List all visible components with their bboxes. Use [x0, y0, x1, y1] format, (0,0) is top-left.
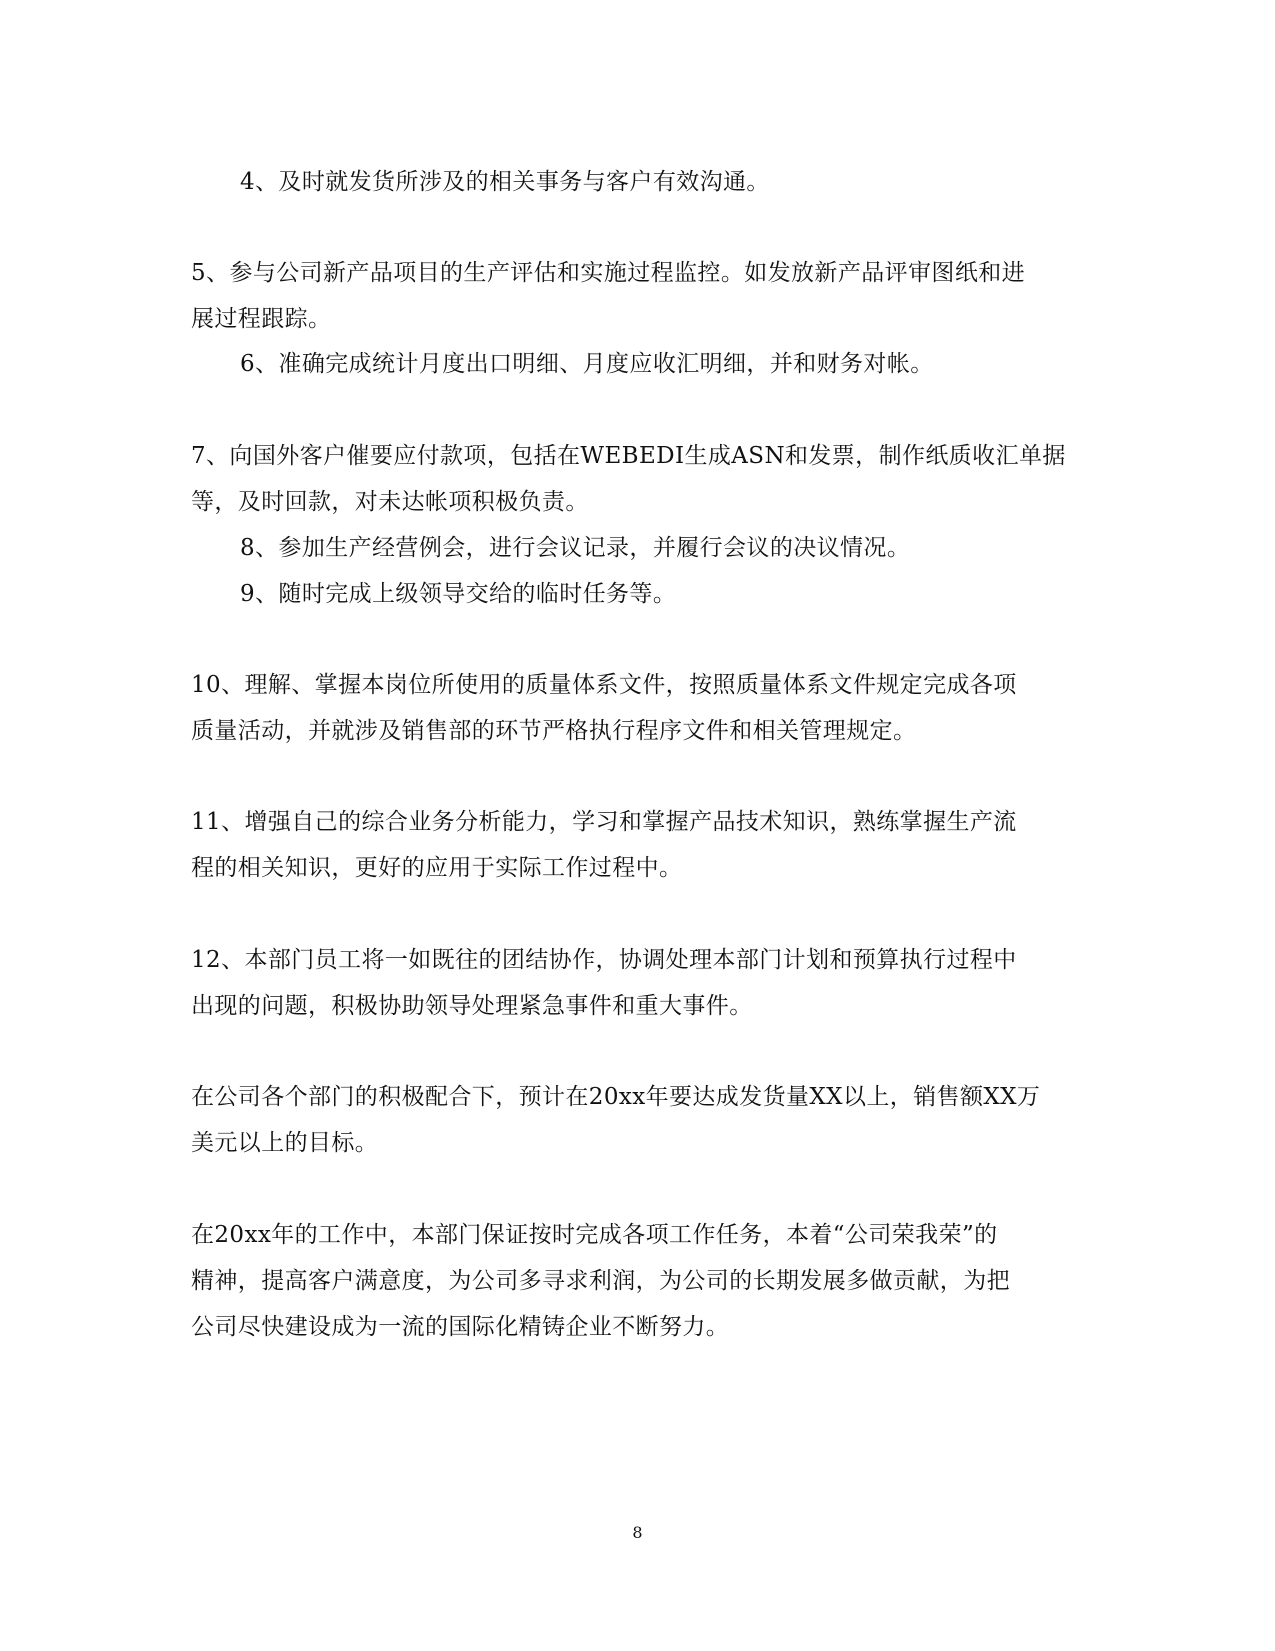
closing-paragraph-line-3: 公司尽快建设成为一流的国际化精铸企业不断努力。: [191, 1314, 730, 1340]
item-7-line-2: 等，及时回款，对未达帐项积极负责。: [191, 489, 589, 515]
item-12-line-2: 出现的问题，积极协助领导处理紧急事件和重大事件。: [191, 993, 753, 1019]
page-number: 8: [632, 1523, 643, 1542]
item-10-line-1: 10、理解、掌握本岗位所使用的质量体系文件，按照质量体系文件规定完成各项: [191, 672, 1017, 698]
item-6-line-1: 6、准确完成统计月度出口明细、月度应收汇明细，并和财务对帐。: [240, 351, 934, 377]
item-5-line-2: 展过程跟踪。: [191, 306, 332, 332]
target-paragraph-line-1: 在公司各个部门的积极配合下，预计在20xx年要达成发货量XX以上，销售额XX万: [191, 1084, 1041, 1110]
item-11-line-2: 程的相关知识，更好的应用于实际工作过程中。: [191, 855, 683, 881]
item-7-line-1: 7、向国外客户催要应付款项，包括在WEBEDI生成ASN和发票，制作纸质收汇单据: [191, 443, 1066, 469]
closing-paragraph-line-2: 精神，提高客户满意度，为公司多寻求利润，为公司的长期发展多做贡献，为把: [191, 1268, 1010, 1294]
item-12-line-1: 12、本部门员工将一如既往的团结协作，协调处理本部门计划和预算执行过程中: [191, 947, 1017, 973]
item-11-line-1: 11、增强自己的综合业务分析能力，学习和掌握产品技术知识，熟练掌握生产流: [191, 809, 1017, 835]
closing-paragraph-line-1: 在20xx年的工作中，本部门保证按时完成各项工作任务，本着“公司荣我荣”的: [191, 1222, 998, 1248]
item-9-line-1: 9、随时完成上级领导交给的临时任务等。: [240, 581, 677, 607]
item-10-line-2: 质量活动，并就涉及销售部的环节严格执行程序文件和相关管理规定。: [191, 718, 917, 744]
item-8-line-1: 8、参加生产经营例会，进行会议记录，并履行会议的决议情况。: [240, 535, 911, 561]
item-4-line-1: 4、及时就发货所涉及的相关事务与客户有效沟通。: [240, 169, 770, 195]
target-paragraph-line-2: 美元以上的目标。: [191, 1130, 379, 1156]
item-5-line-1: 5、参与公司新产品项目的生产评估和实施过程监控。如发放新产品评审图纸和进: [191, 260, 1026, 286]
